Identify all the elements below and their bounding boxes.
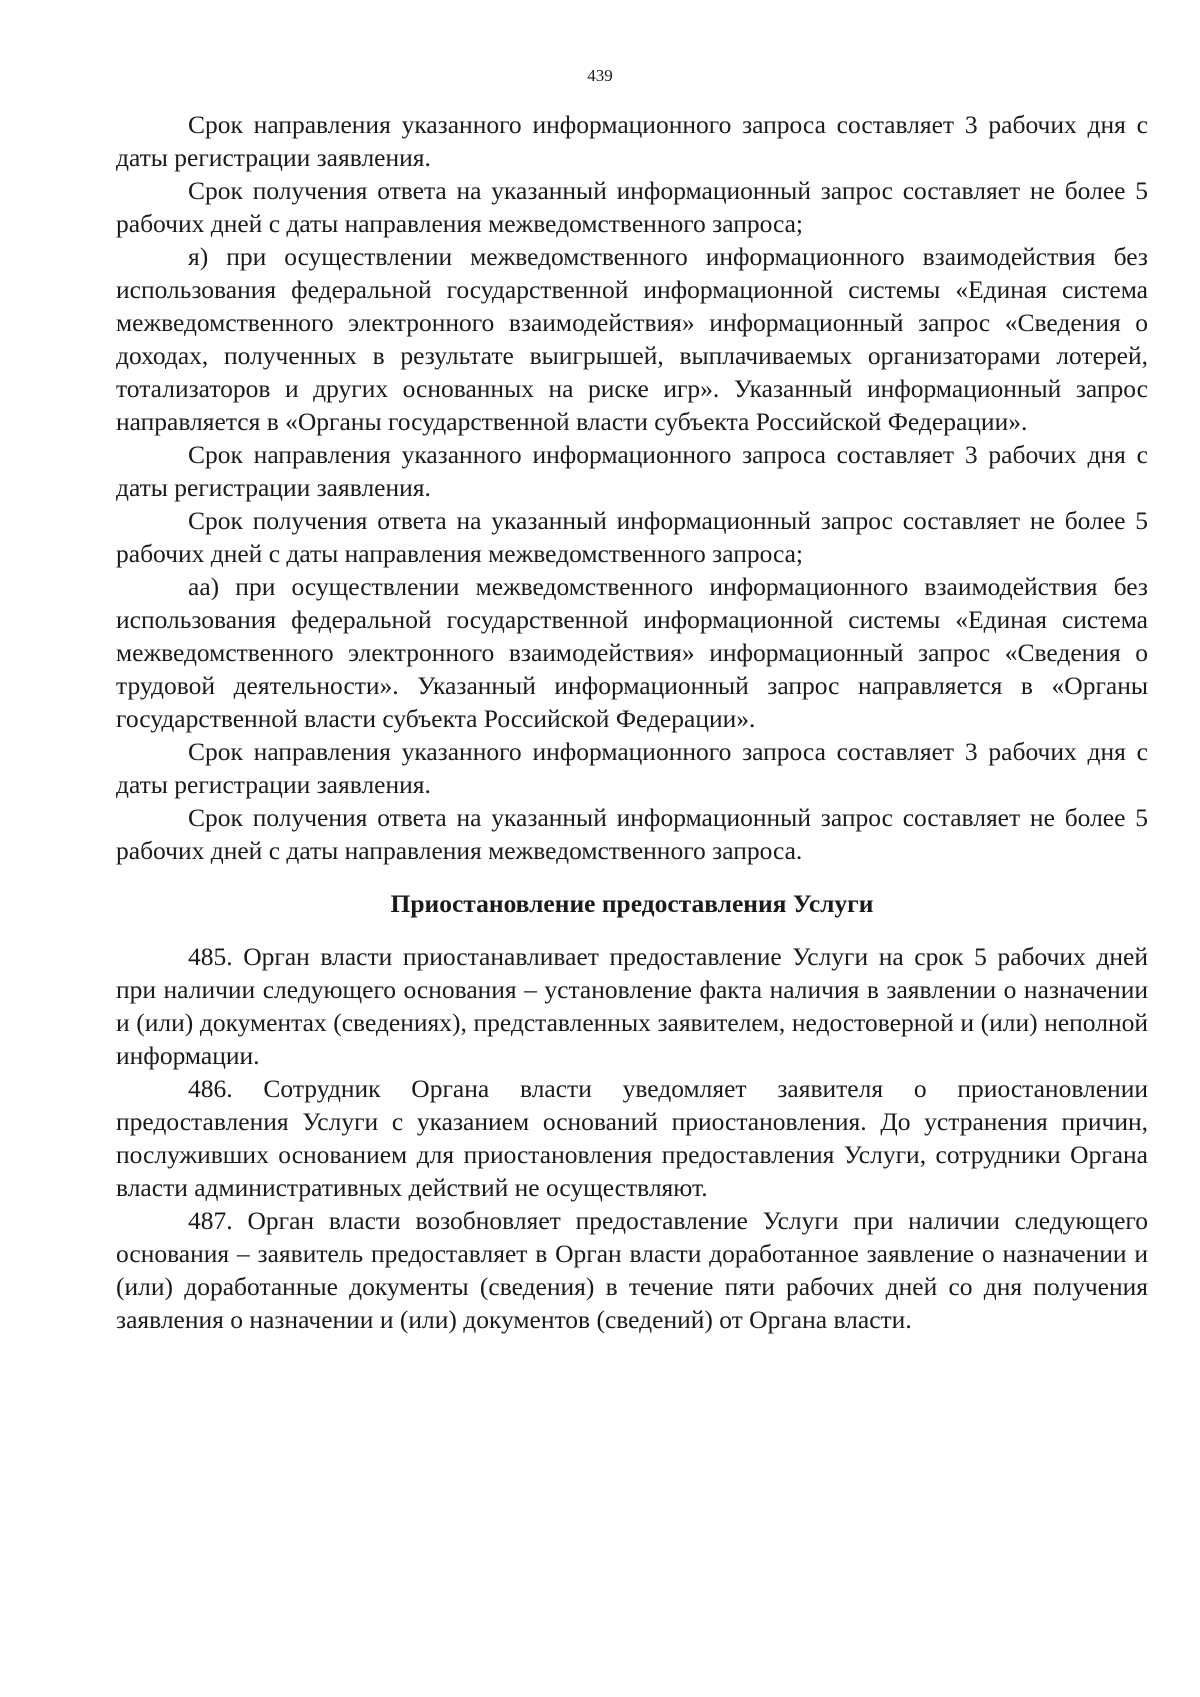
- section-heading: Приостановление предоставления Услуги: [390, 889, 874, 918]
- paragraph: Срок получения ответа на указанный информационный запрос составляет не более 5 рабочих дней с даты направления межведомственного запроса.: [116, 803, 1148, 865]
- page-body: [116, 108, 1148, 1336]
- paragraph: Срок получения ответа на указанный информационный запрос составляет не более 5 рабочих дней с даты направления межведомственного запроса;: [116, 506, 1148, 568]
- numbered-paragraph-485: 485. Орган власти приостанавливает предоставление Услуги на срок 5 рабочих дней при наличии следующего основания – установление факта наличия в заявлении о назначении и (или) документах (сведениях), представленных заявителем, недостоверной и (или) неполной информации.: [116, 942, 1148, 1070]
- numbered-paragraph-486: 486. Сотрудник Органа власти уведомляет заявителя о приостановлении предоставления Услуги с указанием оснований приостановления. До устранения причин, послуживших основанием для приостановления предоставления Услуги, сотрудники Органа власти административных действий не осуществляют.: [116, 1074, 1148, 1202]
- paragraph: аа) при осуществлении межведомственного информационного взаимодействия без использования федеральной государственной информационной системы «Единая система межведомственного электронного взаимодействия» информационный запрос «Сведения о трудовой деятельности». Указанный информационный запрос направляется в «Органы государственной власти субъекта Российской Федерации».: [116, 572, 1148, 733]
- paragraph: я) при осуществлении межведомственного информационного взаимодействия без использования федеральной государственной информационной системы «Единая система межведомственного электронного взаимодействия» информационный запрос «Сведения о доходах, полученных в результате выигрышей, выплачиваемых организаторами лотерей, тотализаторов и других основанных на риске игр». Указанный информационный запрос направляется в «Органы государственной власти субъекта Российской Федерации».: [116, 242, 1148, 436]
- paragraph: Срок направления указанного информационного запроса составляет 3 рабочих дня с даты регистрации заявления.: [116, 110, 1148, 172]
- paragraph: Срок направления указанного информационного запроса составляет 3 рабочих дня с даты регистрации заявления.: [116, 737, 1148, 799]
- paragraph: Срок получения ответа на указанный информационный запрос составляет не более 5 рабочих дней с даты направления межведомственного запроса;: [116, 176, 1148, 238]
- page-number: 439: [587, 66, 613, 85]
- paragraph: Срок направления указанного информационного запроса составляет 3 рабочих дня с даты регистрации заявления.: [116, 440, 1148, 502]
- numbered-paragraph-487: 487. Орган власти возобновляет предоставление Услуги при наличии следующего основания – заявитель предоставляет в Орган власти доработанное заявление о назначении и (или) доработанные документы (сведения) в течение пяти рабочих дней со дня получения заявления о назначении и (или) документов (сведений) от Органа власти.: [116, 1206, 1148, 1334]
